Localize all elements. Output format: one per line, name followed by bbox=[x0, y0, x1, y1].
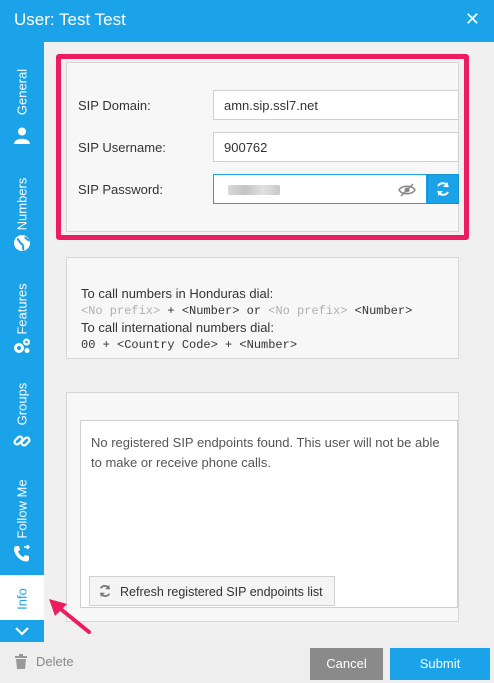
sip-password-field[interactable] bbox=[213, 174, 427, 204]
delete-button[interactable] bbox=[14, 654, 74, 669]
refresh-endpoints-label: Refresh registered SIP endpoints list bbox=[120, 585, 323, 599]
tab-numbers[interactable] bbox=[0, 152, 44, 257]
user-icon bbox=[13, 126, 31, 144]
tab-info-label: Info bbox=[14, 588, 30, 610]
sip-username-field[interactable]: 900762 bbox=[213, 132, 459, 162]
globe-icon bbox=[13, 234, 31, 252]
sip-domain-field[interactable]: amn.sip.ssl7.net bbox=[213, 90, 459, 120]
refresh-icon bbox=[435, 181, 451, 197]
password-masked-value bbox=[228, 185, 280, 195]
tab-general[interactable] bbox=[0, 42, 44, 152]
tab-groups-label: Groups bbox=[14, 382, 30, 426]
window-title: User: Test Test bbox=[14, 10, 126, 29]
eye-slash-icon[interactable] bbox=[398, 181, 416, 199]
tab-groups[interactable] bbox=[0, 362, 44, 457]
refresh-icon bbox=[98, 584, 112, 598]
sidebar bbox=[0, 42, 44, 642]
regenerate-password-button[interactable] bbox=[427, 174, 459, 204]
close-icon[interactable]: ✕ bbox=[464, 9, 480, 29]
trash-icon bbox=[14, 654, 28, 669]
dialing-info-panel bbox=[66, 257, 459, 359]
sip-username-label: SIP Username: bbox=[78, 140, 166, 155]
link-icon bbox=[13, 432, 31, 450]
sip-password-label: SIP Password: bbox=[78, 182, 164, 197]
tab-general-label: General bbox=[14, 68, 30, 116]
annotation-arrow bbox=[45, 596, 95, 638]
chevron-down-icon[interactable] bbox=[0, 620, 44, 642]
cancel-button[interactable]: Cancel bbox=[310, 648, 383, 680]
tab-info[interactable] bbox=[0, 575, 44, 620]
submit-button[interactable]: Submit bbox=[390, 648, 490, 680]
refresh-endpoints-button[interactable] bbox=[89, 576, 335, 606]
delete-label: Delete bbox=[36, 654, 74, 669]
phone-forward-icon bbox=[13, 545, 31, 563]
no-endpoints-message: No registered SIP endpoints found. This user will not be able to make or receive phone calls. bbox=[91, 435, 440, 470]
title-bar bbox=[0, 0, 494, 42]
tab-features[interactable] bbox=[0, 257, 44, 362]
main-content bbox=[44, 42, 494, 642]
tab-follow-me[interactable] bbox=[0, 457, 44, 575]
intl-dial-format: 00 + <Country Code> + <Number> bbox=[81, 338, 298, 352]
tab-follow-me-label: Follow Me bbox=[14, 479, 30, 539]
gears-icon bbox=[13, 337, 31, 355]
footer bbox=[0, 642, 494, 683]
tab-features-label: Features bbox=[14, 283, 30, 335]
local-dial-format: <No prefix> + <Number> or <No prefix> <Number> bbox=[81, 304, 413, 318]
local-dial-intro: To call numbers in Honduras dial: bbox=[81, 286, 274, 301]
intl-dial-intro: To call international numbers dial: bbox=[81, 320, 274, 335]
sip-domain-label: SIP Domain: bbox=[78, 98, 151, 113]
tab-numbers-label: Numbers bbox=[14, 177, 30, 231]
